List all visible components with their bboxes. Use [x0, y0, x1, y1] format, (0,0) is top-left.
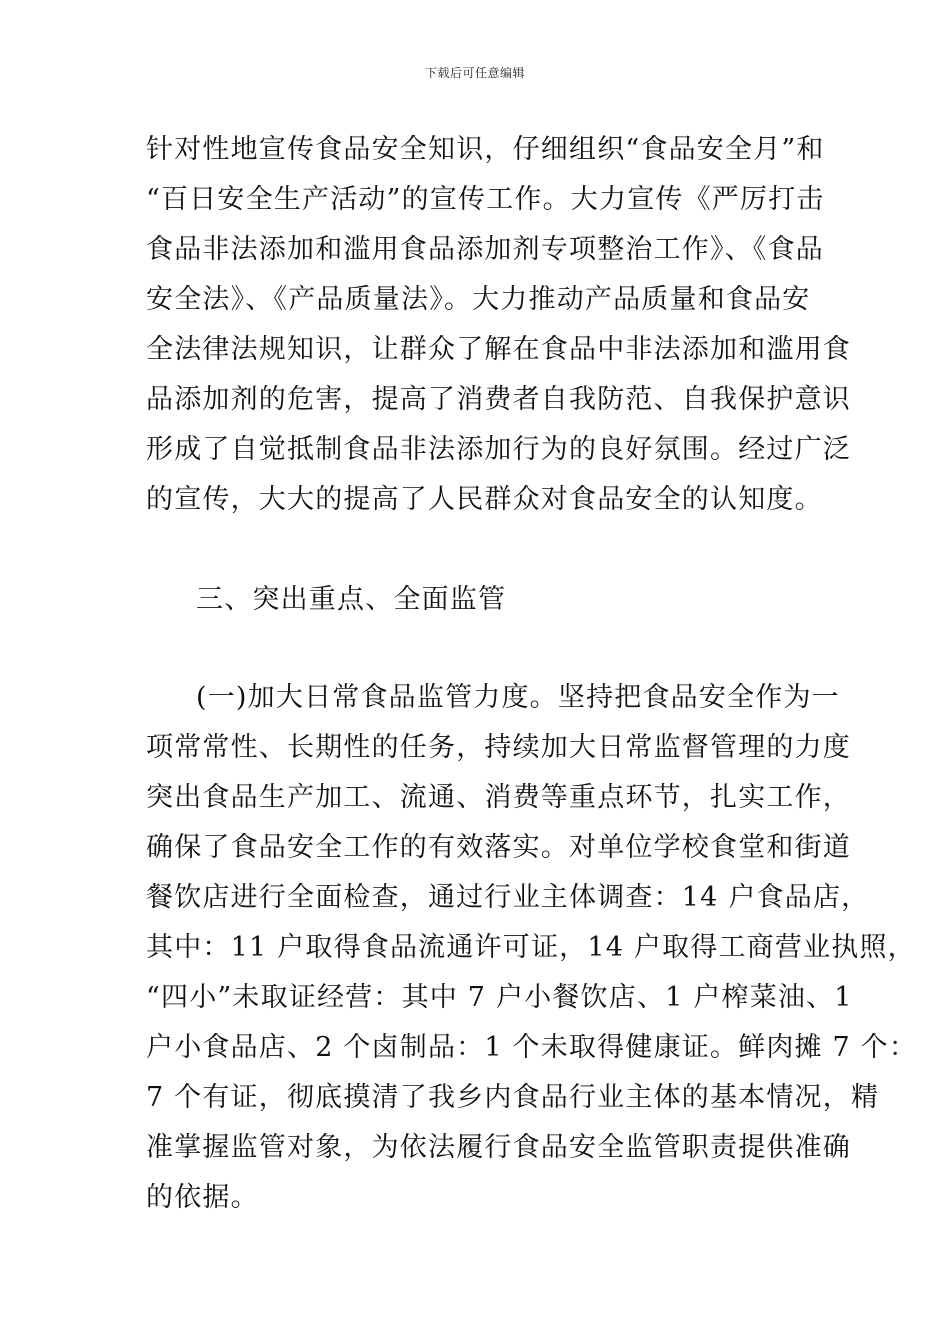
- paragraph-line: “四小”未取证经营：其中 7 户小餐饮店、1 户榨菜油、1: [146, 982, 853, 1013]
- paragraph-line: 安全法》、《产品质量法》。大力推动产品质量和食品安: [146, 284, 811, 315]
- paragraph-line: 7 个有证，彻底摸清了我乡内食品行业主体的基本情况，精: [146, 1082, 880, 1113]
- paragraph-line: 形成了自觉抵制食品非法添加行为的良好氛围。经过广泛: [146, 434, 851, 465]
- paragraph-line: 品添加剂的危害，提高了消费者自我防范、自我保护意识: [146, 384, 851, 415]
- paragraph-line: 突出食品生产加工、流通、消费等重点环节，扎实工作，: [146, 782, 851, 813]
- paragraph-line: 确保了食品安全工作的有效落实。对单位学校食堂和街道: [146, 832, 851, 863]
- paragraph-line: 全法律法规知识，让群众了解在食品中非法添加和滥用食: [146, 334, 851, 365]
- paragraph-line: 食品非法添加和滥用食品添加剂专项整治工作》、《食品: [146, 234, 824, 265]
- paragraph-line: 餐饮店进行全面检查，通过行业主体调查：14 户食品店，: [146, 882, 870, 913]
- paragraph-line: 准掌握监管对象，为依法履行食品安全监管职责提供准确: [146, 1132, 851, 1163]
- paragraph-line: 其中：11 户取得食品流通许可证，14 户取得工商营业执照，: [146, 932, 916, 963]
- paragraph-line: “百日安全生产活动”的宣传工作。大力宣传《严厉打击: [146, 184, 825, 215]
- page-header: 下载后可任意编辑: [424, 66, 525, 80]
- paragraph-line: 项常常性、长期性的任务，持续加大日常监督管理的力度: [146, 732, 851, 763]
- paragraph-line: (一)加大日常食品监管力度。坚持把食品安全作为一: [196, 682, 840, 713]
- paragraph-line: 户小食品店、2 个卤制品：1 个未取得健康证。鲜肉摊 7 个：: [146, 1032, 918, 1063]
- paragraph-line: 的宣传，大大的提高了人民群众对食品安全的认知度。: [146, 484, 823, 515]
- paragraph-line: 针对性地宣传食品安全知识，仔细组织“食品安全月”和: [146, 134, 825, 165]
- paragraph-line: 的依据。: [146, 1182, 259, 1213]
- section-heading: 三、突出重点、全面监管: [196, 584, 507, 615]
